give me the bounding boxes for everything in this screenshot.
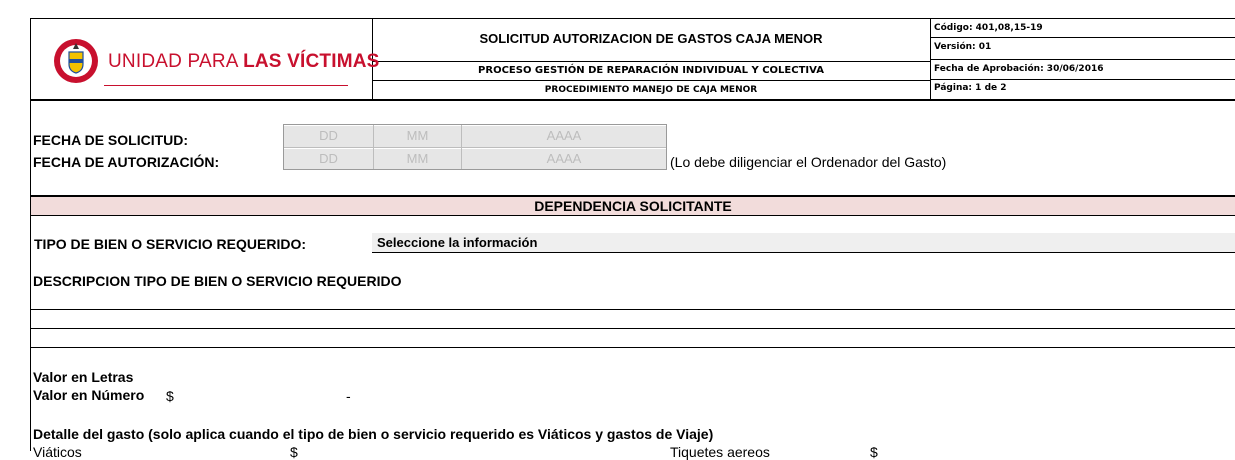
valor-currency: $ (166, 388, 174, 404)
left-border (30, 18, 31, 451)
fecha-autorizacion-label: FECHA DE AUTORIZACIÓN: (33, 154, 220, 170)
detalle-label: Detalle del gasto (solo aplica cuando el tipo de bien o servicio requerido es Viáticos y gastos de Viaje) (33, 426, 714, 442)
tipo-bien-select[interactable] (372, 233, 1235, 253)
date-grid-v2 (461, 125, 462, 169)
date-grid-mid-line (284, 147, 666, 148)
header-bottom-border (30, 99, 1235, 101)
descripcion-line-3[interactable] (31, 347, 1235, 348)
date-grid-v1 (373, 125, 374, 169)
viaticos-label: Viáticos (33, 444, 82, 460)
viaticos-currency: $ (290, 444, 298, 460)
meta-row-line-1 (930, 37, 1235, 38)
autorizacion-year-field[interactable]: AAAA (462, 149, 666, 169)
fecha-aprobacion-text: Fecha de Aprobación: 30/06/2016 (934, 64, 1104, 74)
top-border (30, 18, 1235, 19)
solicitud-month-field[interactable]: MM (374, 126, 461, 147)
tiquetes-currency: $ (870, 444, 878, 460)
autorizacion-day-field[interactable]: DD (284, 149, 373, 169)
procedure-title: PROCEDIMIENTO MANEJO DE CAJA MENOR (544, 85, 758, 95)
descripcion-line-2[interactable] (31, 328, 1235, 329)
form-title: SOLICITUD AUTORIZACION DE GASTOS CAJA MENOR (479, 31, 823, 46)
fecha-solicitud-label: FECHA DE SOLICITUD: (33, 132, 189, 148)
logo (52, 37, 380, 87)
dependencia-title: DEPENDENCIA SOLICITANTE (534, 198, 732, 214)
valor-numero-label: Valor en Número (33, 387, 145, 403)
ordenador-note: (Lo debe diligenciar el Ordenador del Gasto) (670, 154, 947, 170)
version-text: Versión: 01 (934, 42, 992, 52)
valor-amount[interactable]: - (346, 388, 351, 404)
valor-letras-label: Valor en Letras (33, 369, 134, 385)
solicitud-year-field[interactable]: AAAA (462, 126, 666, 147)
autorizacion-month-field[interactable]: MM (374, 149, 461, 169)
logo-underline (104, 85, 348, 86)
tipo-bien-select-value: Seleccione la información (377, 235, 538, 250)
coat-of-arms-icon (52, 37, 100, 85)
logo-text: UNIDAD PARA LAS VÍCTIMAS (108, 51, 380, 72)
meta-row-line-2 (930, 59, 1235, 60)
tiquetes-label: Tiquetes aereos (670, 444, 770, 460)
codigo-text: Código: 401,08,15-19 (934, 23, 1043, 33)
solicitud-day-field[interactable]: DD (284, 126, 373, 147)
meta-row-line-3 (930, 79, 1235, 80)
descripcion-line-1[interactable] (31, 309, 1235, 310)
process-title: PROCESO GESTIÓN DE REPARACIÓN INDIVIDUAL Y COLECTIVA (478, 65, 824, 76)
tipo-bien-label: TIPO DE BIEN O SERVICIO REQUERIDO: (34, 236, 307, 252)
pagina-text: Página: 1 de 2 (934, 83, 1007, 93)
descripcion-label: DESCRIPCION TIPO DE BIEN O SERVICIO REQUERIDO (33, 273, 402, 289)
dependencia-band (31, 195, 1235, 216)
header-row-line-1 (372, 61, 930, 62)
header-row-line-2 (372, 80, 930, 81)
